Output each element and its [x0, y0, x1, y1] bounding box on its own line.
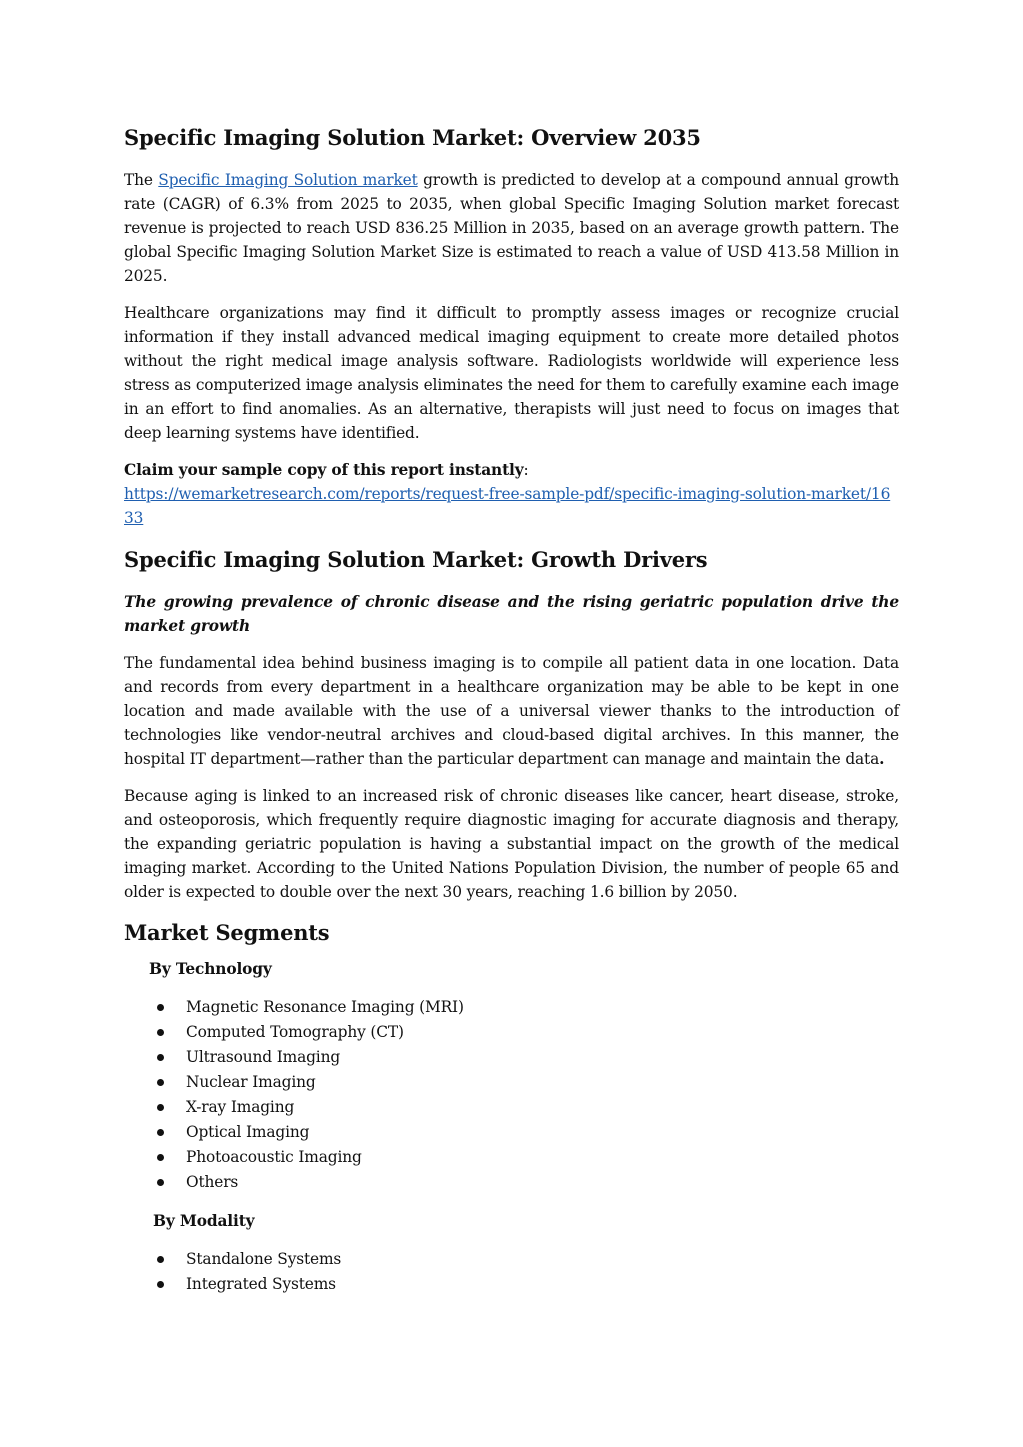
list-item — [124, 1247, 899, 1272]
bullet-icon — [157, 1104, 164, 1111]
list-item — [124, 1120, 899, 1145]
list-item-text: Ultrasound Imaging — [186, 1048, 341, 1066]
list-item — [124, 995, 899, 1020]
sample-copy-colon: : — [523, 461, 529, 479]
growth-drivers-heading: Specific Imaging Solution Market: Growth Drivers — [124, 547, 708, 572]
list-item — [124, 1045, 899, 1070]
list-item — [124, 1020, 899, 1045]
bullet-icon — [157, 1029, 164, 1036]
growth-p1-text: The fundamental idea behind business imaging is to compile all patient data in one location. Data and records from every department in a healthcare organization may be able to be kept in one location and made available with the use of a universal viewer thanks to the introduction of technologies like vendor-neutral archives and cloud-based digital archives. In this manner, the hospital IT department—rather than the particular department can manage and maintain the data — [124, 654, 899, 768]
overview-paragraph-1 — [124, 168, 899, 288]
by-modality-label: By Modality — [153, 1212, 255, 1230]
list-item-text: Integrated Systems — [186, 1275, 336, 1293]
bullet-icon — [157, 1054, 164, 1061]
list-item-text: Computed Tomography (CT) — [186, 1023, 404, 1041]
list-item-text: X-ray Imaging — [186, 1098, 295, 1116]
list-item-text: Magnetic Resonance Imaging (MRI) — [186, 998, 464, 1016]
bullet-icon — [157, 1179, 164, 1186]
list-item — [124, 1272, 899, 1297]
overview-p1-rest: growth is predicted to develop at a compound annual growth rate (CAGR) of 6.3% from 2025 to 2035, when global Specific Imaging Solution market forecast revenue is projected to reach USD 836.25 Million in 2035, based on an average growth pattern. The global Specific Imaging Solution Market Size is estimated to reach a value of USD 413.58 Million in 2025. — [124, 171, 900, 285]
market-segments-heading: Market Segments — [124, 920, 330, 945]
overview-heading: Specific Imaging Solution Market: Overview 2035 — [124, 125, 701, 150]
sample-copy-url-link[interactable]: https://wemarketresearch.com/reports/request-free-sample-pdf/specific-imaging-solution-market/1633 — [124, 485, 891, 527]
growth-paragraph-2: Because aging is linked to an increased risk of chronic diseases like cancer, heart disease, stroke, and osteoporosis, which frequently require diagnostic imaging for accurate diagnosis and therapy, the expanding geriatric population is having a substantial impact on the growth of the medical imaging market. According to the United Nations Population Division, the number of people 65 and older is expected to double over the next 30 years, reaching 1.6 billion by 2050. — [124, 787, 899, 901]
document-page — [124, 122, 899, 1311]
list-item-text: Others — [186, 1173, 239, 1191]
bullet-icon — [157, 1129, 164, 1136]
bullet-icon — [157, 1281, 164, 1288]
list-item — [124, 1145, 899, 1170]
list-item — [124, 1095, 899, 1120]
bullet-icon — [157, 1079, 164, 1086]
list-item-text: Nuclear Imaging — [186, 1073, 316, 1091]
sample-copy-label: Claim your sample copy of this report instantly — [124, 461, 524, 479]
list-item-text: Optical Imaging — [186, 1123, 310, 1141]
overview-paragraph-2: Healthcare organizations may find it difficult to promptly assess images or recognize crucial information if they install advanced medical imaging equipment to create more detailed photos without the right medical image analysis software. Radiologists worldwide will experience less stress as computerized image analysis eliminates the need for them to carefully examine each image in an effort to find anomalies. As an alternative, therapists will just need to focus on images that deep learning systems have identified. — [124, 304, 899, 442]
growth-drivers-subheading: The growing prevalence of chronic disease and the rising geriatric population drive the market growth — [124, 593, 899, 635]
market-report-link[interactable]: Specific Imaging Solution market — [158, 171, 418, 189]
growth-paragraph-1 — [124, 651, 899, 771]
by-technology-label: By Technology — [149, 960, 272, 978]
overview-p1-lead: The — [124, 171, 159, 189]
growth-p1-period: . — [879, 750, 885, 768]
bullet-icon — [157, 1154, 164, 1161]
technology-list — [124, 995, 899, 1195]
bullet-icon — [157, 1004, 164, 1011]
sample-copy-block — [124, 458, 899, 530]
bullet-icon — [157, 1256, 164, 1263]
list-item — [124, 1070, 899, 1095]
modality-list — [124, 1247, 899, 1297]
list-item-text: Standalone Systems — [186, 1250, 342, 1268]
list-item-text: Photoacoustic Imaging — [186, 1148, 362, 1166]
list-item — [124, 1170, 899, 1195]
